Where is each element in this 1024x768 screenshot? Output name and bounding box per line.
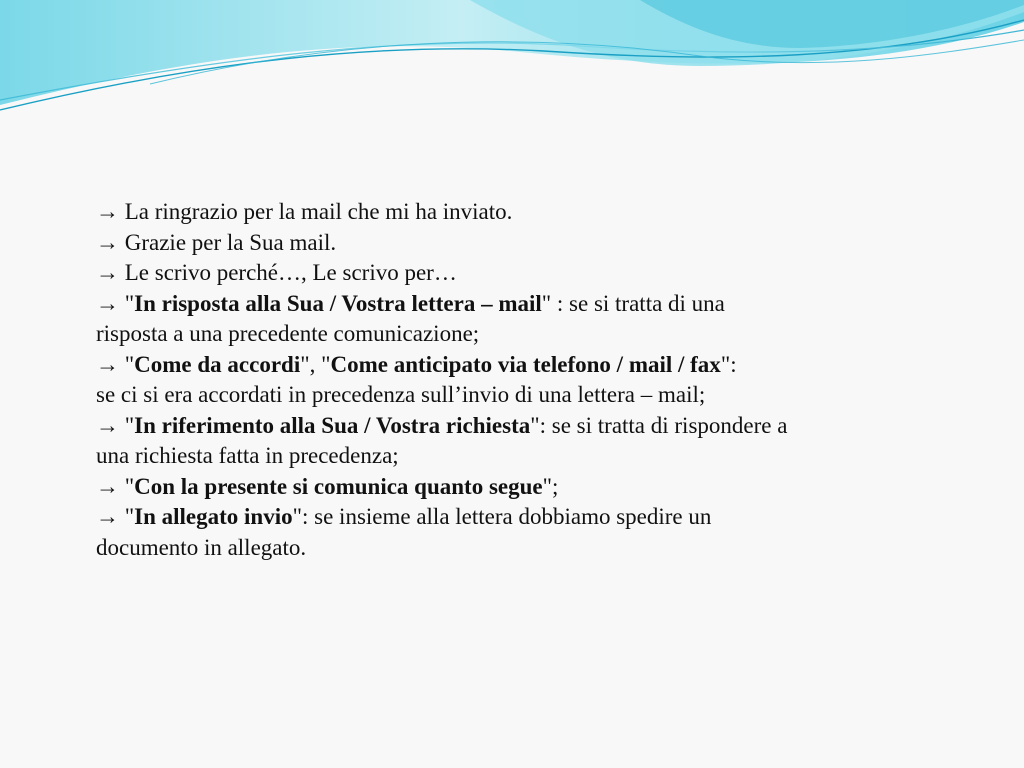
text-segment: → ": [96, 290, 135, 316]
text-segment: → ": [96, 412, 135, 438]
text-segment: documento in allegato.: [96, 534, 307, 560]
text-segment: → ": [96, 351, 135, 377]
text-segment: " : se si tratta di una: [541, 290, 725, 316]
slide-body-text: [96, 197, 946, 563]
text-segment: → La ringrazio per la mail che mi ha inviato.: [96, 199, 513, 224]
text-segment: una richiesta fatta in precedenza;: [96, 443, 399, 468]
bold-phrase: Come anticipato via telefono / mail / fax: [330, 351, 721, 377]
text-line: [96, 289, 946, 320]
text-line: [96, 472, 946, 503]
text-segment: se ci si era accordati in precedenza sull’invio di una lettera – mail;: [96, 382, 706, 407]
text-segment: ", ": [300, 351, 331, 377]
text-line: [96, 533, 946, 564]
bold-phrase: In riferimento alla Sua / Vostra richiesta: [134, 412, 531, 438]
text-line: [96, 380, 946, 411]
text-segment: → Grazie per la Sua mail.: [96, 229, 337, 255]
text-segment: → ": [96, 473, 135, 499]
text-line: [96, 197, 946, 228]
text-segment: → Le scrivo perché…, Le scrivo per…: [96, 260, 457, 285]
text-segment: ":: [720, 351, 737, 377]
bold-phrase: Come da accordi: [134, 351, 301, 377]
text-line: [96, 411, 946, 442]
text-segment: ": se si tratta di rispondere a: [530, 412, 788, 438]
text-line: [96, 228, 946, 259]
text-line: [96, 258, 946, 289]
text-segment: ": se insieme alla lettera dobbiamo spedire un: [292, 504, 712, 529]
text-line: [96, 319, 946, 350]
text-segment: risposta a una precedente comunicazione;: [96, 321, 480, 346]
bold-phrase: In allegato invio: [134, 504, 293, 529]
text-line: [96, 441, 946, 472]
text-segment: ";: [542, 473, 559, 499]
text-line: [96, 350, 946, 381]
text-line: [96, 502, 946, 533]
bold-phrase: Con la presente si comunica quanto segue: [134, 473, 543, 499]
bold-phrase: In risposta alla Sua / Vostra lettera – mail: [134, 290, 542, 316]
header-wave-decoration: [0, 0, 1024, 130]
text-segment: → ": [96, 504, 135, 529]
